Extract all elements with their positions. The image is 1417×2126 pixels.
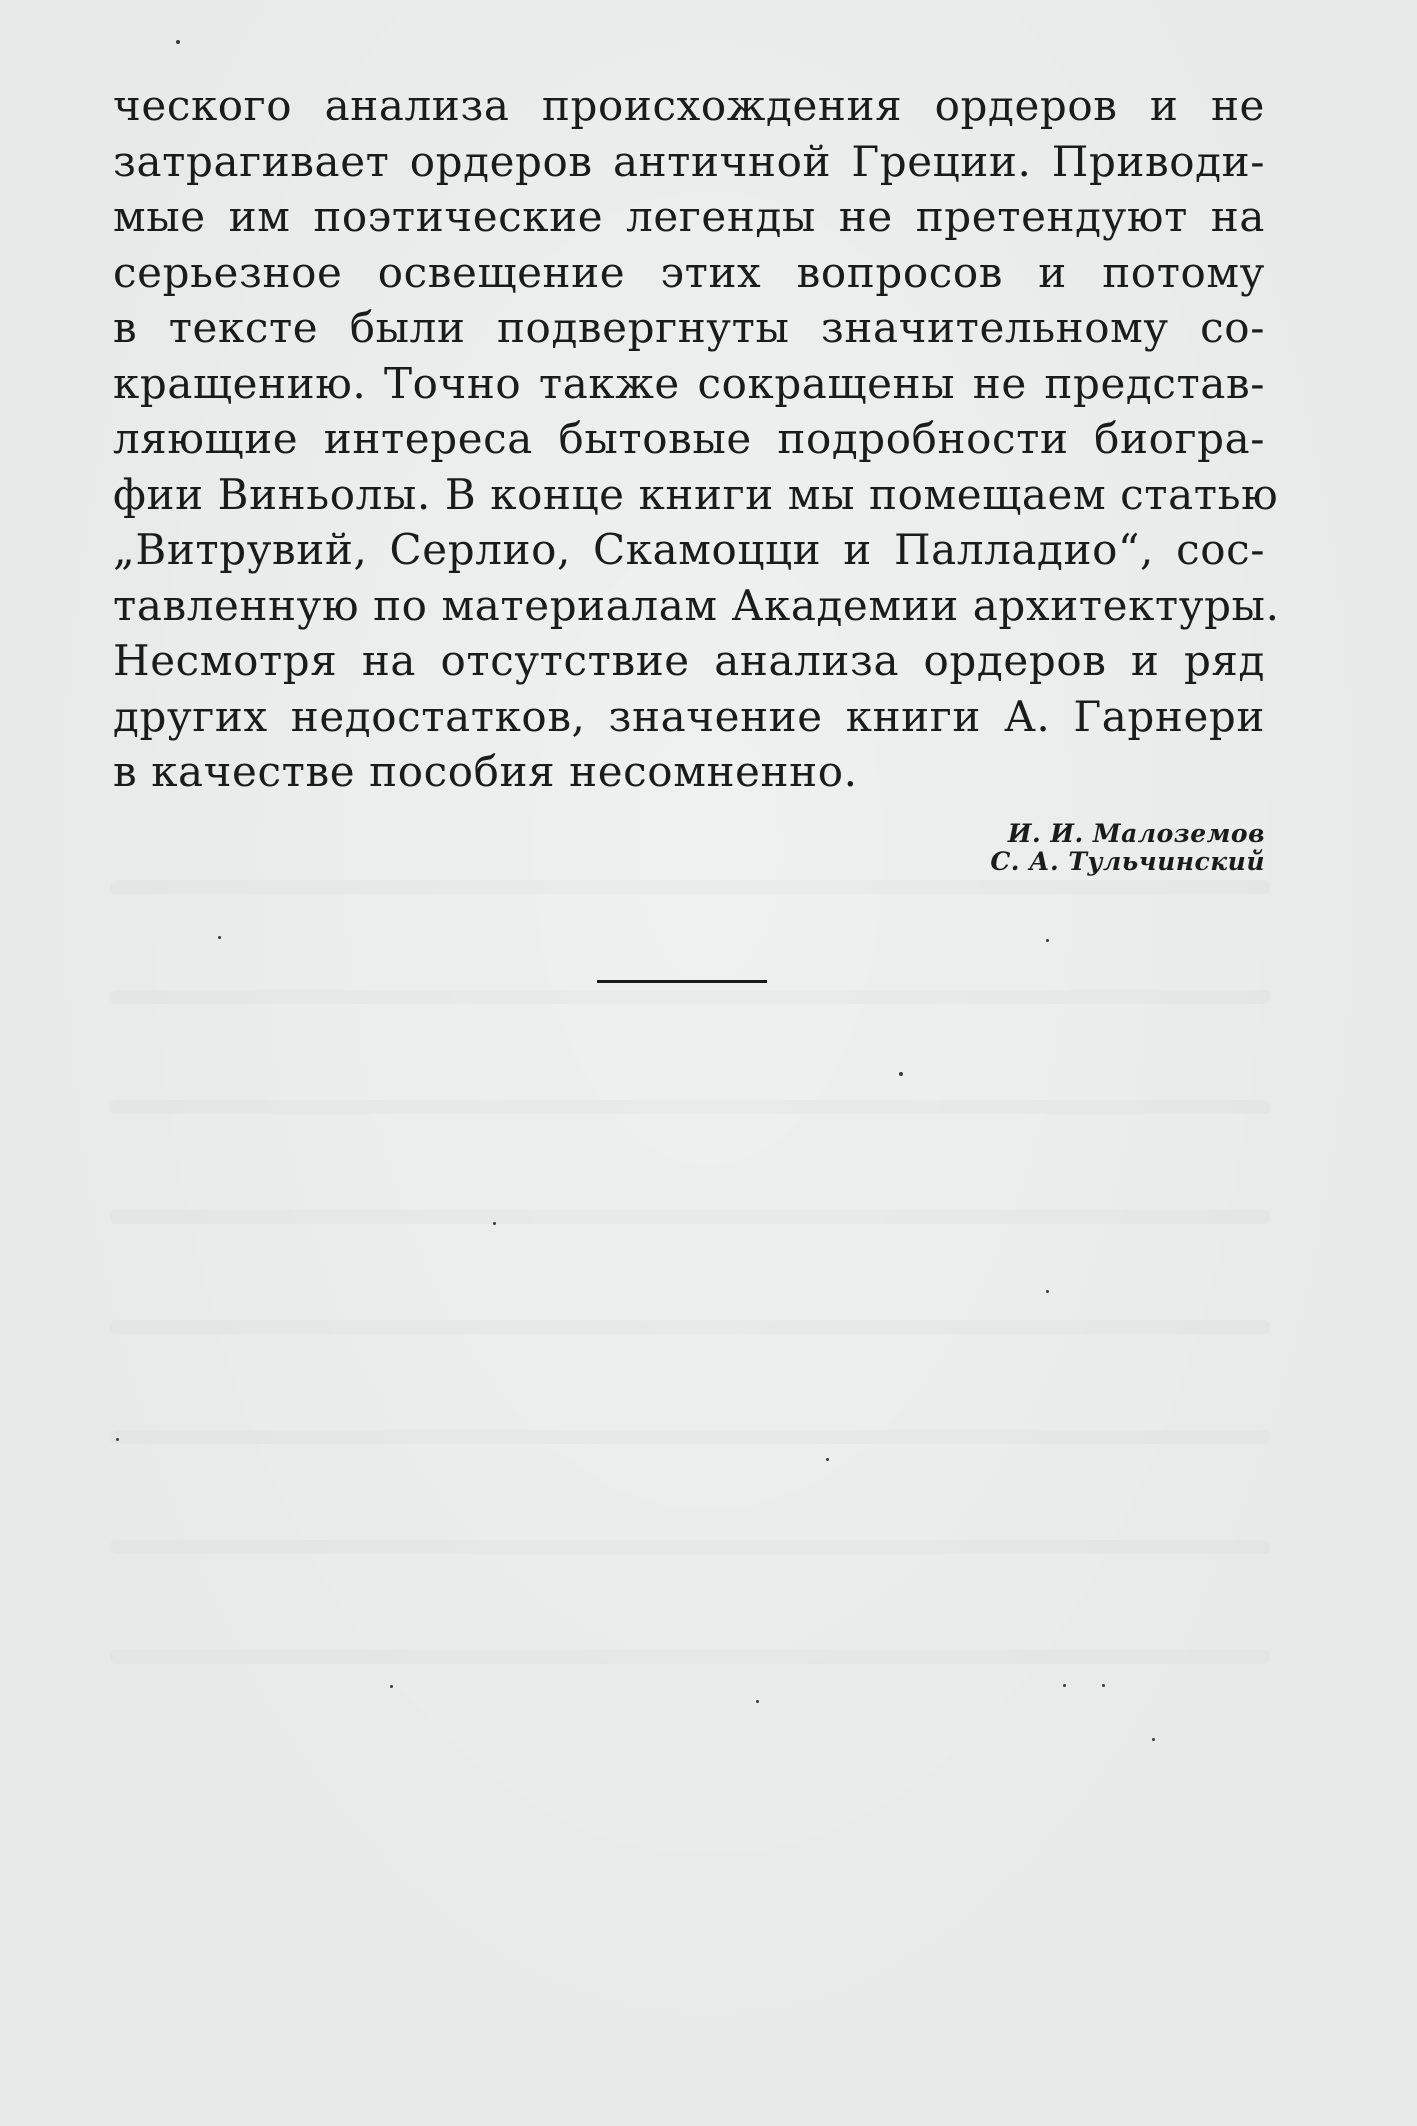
print-speck — [176, 40, 180, 44]
print-speck — [116, 1438, 119, 1441]
print-speck — [1046, 1290, 1049, 1293]
bleed-through-shadow — [110, 1210, 1270, 1224]
text-line: мые им поэтические легенды не претендуют на — [113, 192, 1265, 241]
bleed-through-shadow — [110, 880, 1270, 894]
text-line-last: в качестве пособия несомненно. — [113, 747, 858, 796]
text-line: фии Виньолы. В конце книги мы помещаем статью — [113, 469, 1279, 519]
print-speck — [756, 1700, 759, 1703]
text-line: в тексте были подвергнуты значительному со- — [113, 303, 1265, 352]
text-line: затрагивает ордеров античной Греции. Приводи- — [113, 136, 1265, 186]
signature-block — [990, 820, 1265, 876]
text-line: ческого анализа происхождения ордеров и не — [113, 81, 1265, 130]
print-speck — [1063, 1684, 1066, 1687]
section-divider — [597, 980, 767, 983]
print-speck — [1102, 1684, 1105, 1687]
text-line: кращению. Точно также сокращены не представ- — [113, 358, 1265, 408]
bleed-through-shadow — [110, 1650, 1270, 1664]
text-line: „Витрувий, Серлио, Скамоцци и Палладио“, сос- — [113, 525, 1265, 574]
bleed-through-shadow — [110, 1430, 1270, 1444]
bleed-through-shadow — [110, 990, 1270, 1004]
print-speck — [826, 1458, 829, 1461]
text-line: Несмотря на отсутствие анализа ордеров и ряд — [113, 636, 1265, 685]
author-name: С. А. Тульчинский — [990, 847, 1265, 876]
print-speck — [899, 1072, 903, 1076]
bleed-through-shadow — [110, 1100, 1270, 1114]
print-speck — [1046, 939, 1049, 942]
author-name: И. И. Малоземов — [1007, 819, 1265, 848]
text-line: других недостатков, значение книги А. Гарнери — [113, 691, 1265, 741]
text-line: тавленную по материалам Академии архитектуры. — [113, 580, 1280, 630]
bleed-through-shadow — [110, 1540, 1270, 1554]
text-line: серьезное освещение этих вопросов и потому — [113, 247, 1265, 297]
body-text — [113, 78, 1280, 800]
text-line: ляющие интереса бытовые подробности биогра- — [113, 414, 1265, 463]
print-speck — [218, 936, 221, 939]
bleed-through-shadow — [110, 1320, 1270, 1334]
print-speck — [493, 1222, 496, 1225]
print-speck — [1152, 1738, 1155, 1741]
print-speck — [390, 1685, 393, 1688]
